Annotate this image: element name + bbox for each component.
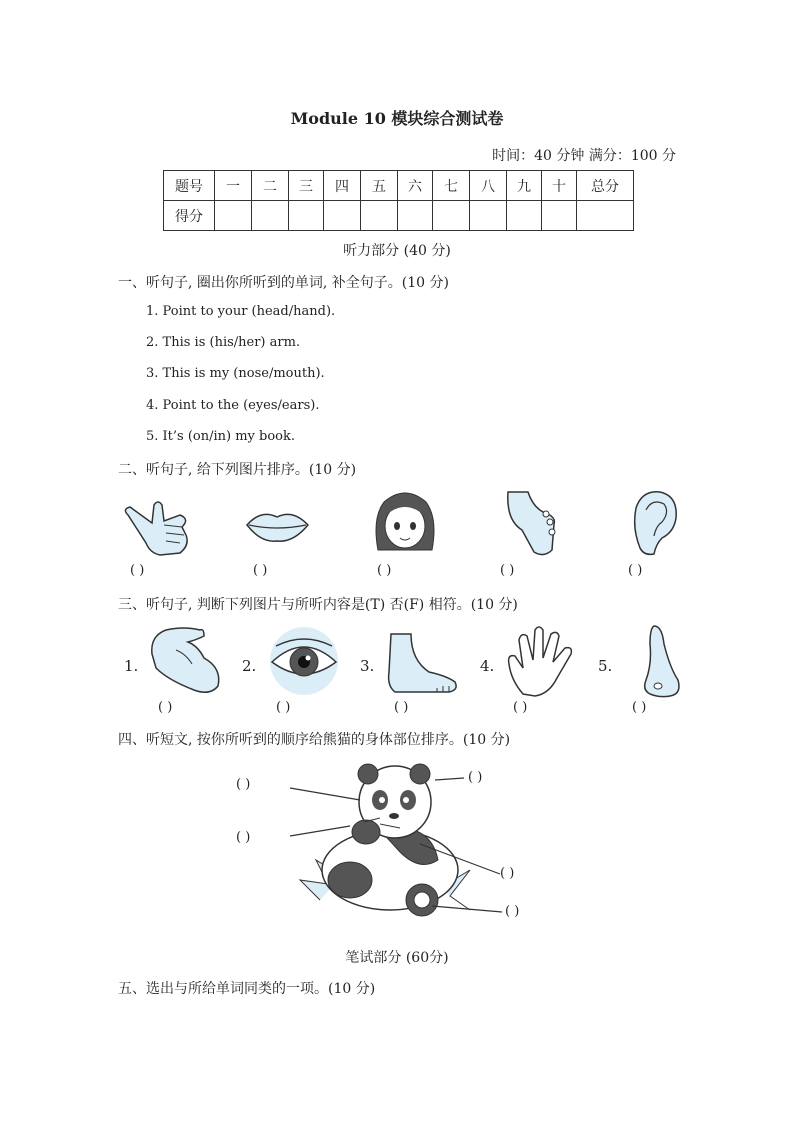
- arm-icon: [148, 624, 223, 696]
- answer-blank[interactable]: ( ): [236, 830, 251, 845]
- answer-blank[interactable]: ( ): [158, 700, 173, 715]
- answer-blank[interactable]: ( ): [505, 904, 520, 919]
- cell: 七: [433, 171, 470, 201]
- item-number: 2.: [242, 657, 257, 675]
- foot-icon: [385, 632, 460, 694]
- section5-heading: 五、选出与所给单词同类的一项。(10 分): [118, 981, 376, 997]
- score-cell[interactable]: [361, 201, 398, 231]
- score-cell[interactable]: [252, 201, 289, 231]
- question-1: 1. Point to your (head/hand).: [146, 304, 336, 319]
- score-cell[interactable]: [542, 201, 577, 231]
- score-table: [163, 170, 634, 231]
- answer-blank[interactable]: ( ): [500, 563, 515, 578]
- lips-icon: [245, 505, 310, 545]
- cell-total: 总分: [577, 171, 634, 201]
- item-number: 4.: [480, 657, 495, 675]
- hand-icon: [120, 495, 200, 560]
- score-cell[interactable]: [324, 201, 361, 231]
- score-table-score-row: [164, 201, 634, 231]
- question-5: 5. It’s (on/in) my book.: [146, 429, 296, 444]
- answer-blank[interactable]: ( ): [236, 777, 251, 792]
- score-cell[interactable]: [398, 201, 433, 231]
- listening-title: 听力部分 (40 分): [343, 243, 451, 259]
- ear-icon: [630, 488, 680, 558]
- answer-blank[interactable]: ( ): [513, 700, 528, 715]
- section4-heading: 四、听短文, 按你所听到的顺序给熊猫的身体部位排序。(10 分): [118, 732, 511, 748]
- eye-icon: [268, 626, 340, 696]
- answer-blank[interactable]: ( ): [276, 700, 291, 715]
- cell: 六: [398, 171, 433, 201]
- score-cell[interactable]: [577, 201, 634, 231]
- exam-meta: 时间：40 分钟 满分：100 分: [492, 148, 676, 164]
- question-2: 2. This is (his/her) arm.: [146, 335, 301, 350]
- girl-face-icon: [370, 488, 440, 558]
- cell: 五: [361, 171, 398, 201]
- question-4: 4. Point to the (eyes/ears).: [146, 398, 320, 413]
- nose-icon: [640, 624, 682, 699]
- score-cell[interactable]: [215, 201, 252, 231]
- item-number: 3.: [360, 657, 375, 675]
- section1-heading: 一、听句子, 圈出你所听到的单词, 补全句子。(10 分): [118, 275, 449, 291]
- item-number: 1.: [124, 657, 139, 675]
- cell: 三: [289, 171, 324, 201]
- hand-icon: [505, 624, 577, 698]
- score-table-header-row: [164, 171, 634, 201]
- cell: 四: [324, 171, 361, 201]
- cell: 八: [470, 171, 507, 201]
- cell: 二: [252, 171, 289, 201]
- question-3: 3. This is my (nose/mouth).: [146, 366, 325, 381]
- item-number: 5.: [598, 657, 613, 675]
- section3-heading: 三、听句子, 判断下列图片与所听内容是(T) 否(F) 相符。(10 分): [118, 597, 518, 613]
- answer-blank[interactable]: ( ): [468, 770, 483, 785]
- foot-icon: [498, 490, 558, 560]
- answer-blank[interactable]: ( ): [632, 700, 647, 715]
- cell: 十: [542, 171, 577, 201]
- cell-label: 得分: [164, 201, 215, 231]
- score-cell[interactable]: [507, 201, 542, 231]
- answer-blank[interactable]: ( ): [394, 700, 409, 715]
- cell: 一: [215, 171, 252, 201]
- page-title: Module 10 模块综合测试卷: [290, 109, 504, 128]
- cell: 九: [507, 171, 542, 201]
- panda-diagram: [280, 760, 555, 925]
- cell-label: 题号: [164, 171, 215, 201]
- writing-title: 笔试部分 (60分): [345, 950, 449, 966]
- answer-blank[interactable]: ( ): [628, 563, 643, 578]
- score-cell[interactable]: [433, 201, 470, 231]
- answer-blank[interactable]: ( ): [253, 563, 268, 578]
- score-cell[interactable]: [289, 201, 324, 231]
- section2-heading: 二、听句子, 给下列图片排序。(10 分): [118, 462, 357, 478]
- answer-blank[interactable]: ( ): [130, 563, 145, 578]
- score-cell[interactable]: [470, 201, 507, 231]
- answer-blank[interactable]: ( ): [377, 563, 392, 578]
- answer-blank[interactable]: ( ): [500, 866, 515, 881]
